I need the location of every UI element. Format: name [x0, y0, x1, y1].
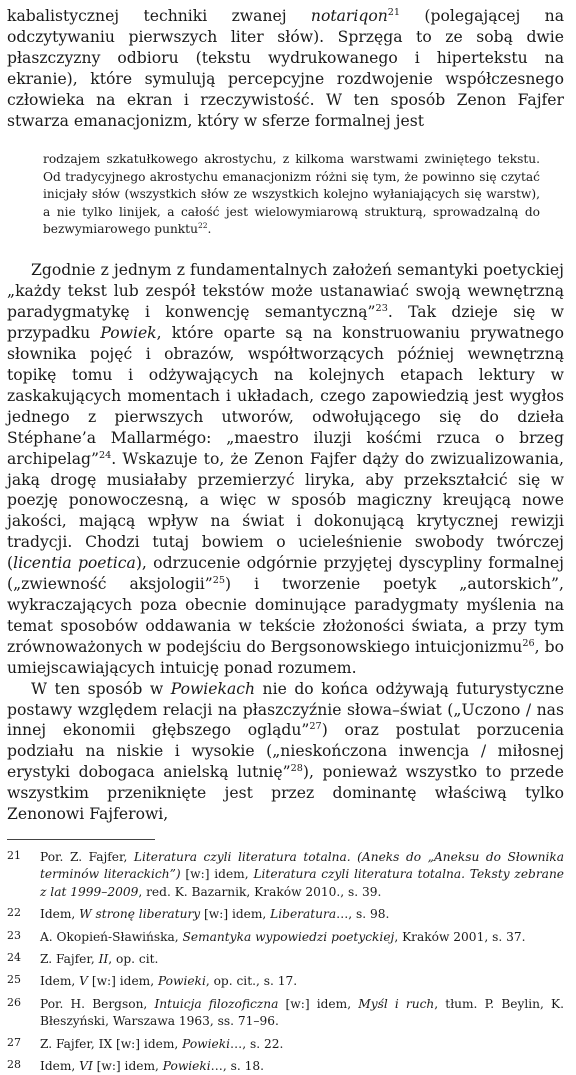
text-run: …, s. 18.: [210, 1059, 264, 1073]
italic-term: notariqon: [310, 7, 388, 25]
italic-title: Semantyka wypowiedzi poetyckiej: [182, 929, 395, 944]
footnote-24: [7, 951, 564, 968]
italic-title: Literatura czyli literatura totalna. Teksty zebrane z lat 1999–2009: [40, 867, 565, 899]
footnote-text: [40, 1036, 564, 1053]
italic-title: Powieki: [182, 1036, 231, 1051]
footnote-number: 23: [7, 928, 21, 942]
footnote-ref-27[interactable]: 27: [309, 721, 322, 733]
text-run: [w:] idem,: [278, 996, 359, 1011]
italic-title: II: [98, 951, 109, 966]
footnote-text: [40, 973, 564, 990]
text-run: Por. H. Bergson,: [40, 996, 155, 1011]
text-run: W ten sposób w: [31, 679, 171, 698]
text-run: [w:] idem,: [87, 974, 158, 989]
text-run: (polegającej na odczytywaniu pierwszych liter słów). Sprzęga to ze sobą dwie płaszczyzny odbioru (tekstu wydrukowanego i hipertekstu na ekranie), które symulują percepcyjne rozdwojenie współczesnego człowieka na ekran i rzeczywistość. W ten sposób Zenon Fajfer stwarza emanacjonizm, który w sferze formalnej jest: [7, 7, 564, 130]
italic-title: Powieki: [162, 1059, 211, 1073]
paragraph-2: [7, 679, 564, 825]
footnote-ref-21[interactable]: 21: [387, 6, 401, 18]
footnote-separator: [7, 839, 155, 840]
footnote-26: [7, 996, 564, 1031]
italic-title: VI: [79, 1059, 93, 1073]
text-run: , red. K. Bazarnik, Kraków 2010., s. 39.: [138, 884, 382, 899]
italic-title: Intuicja filozoficzna: [154, 996, 279, 1011]
quote-text: rodzajem szkatułkowego akrostychu, z kilkoma warstwami zwiniętego tekstu. Od tradycyjnego akrostychu emanacjonizm różni się tym, że powinno się czytać inicjały słów (wszystkich słów ze wszystkich kolejno wyłaniających się warstw), a nie tylko linijek, a całość jest wielowymiarową strukturą, sprowadzalną do bezwymiarowego punktu: [43, 152, 540, 237]
italic-title: Powiekach: [170, 679, 256, 698]
italic-title: Myśl i ruch: [358, 996, 435, 1011]
text-run: A. Okopień-Sławińska,: [40, 929, 183, 944]
footnote-number: 22: [7, 906, 21, 920]
footnote-text: [40, 906, 564, 923]
footnote-text: [40, 1058, 564, 1075]
text-run: ), odrzucenie odgórnie przyjętej dyscypliny formalnej („zwiewność aksjologii”: [7, 554, 564, 594]
text-run: Idem,: [40, 907, 80, 922]
footnote-22: [7, 906, 564, 923]
block-quote: [43, 151, 540, 238]
text-run: [w:] idem,: [180, 867, 254, 882]
text-run: Por. Z. Fajfer,: [40, 849, 134, 864]
footnote-28: [7, 1058, 564, 1075]
footnote-text: [40, 929, 564, 946]
text-run: . Wskazuje to, że Zenon Fajfer dąży do zwizualizowania, jaką drogę musiałaby przemierzyć liryka, aby przekształcić się w poezję ponowoczesną, a więc w sposób magiczny kreującą nowe jakości, mającą wpływ na świat i dokonującą krytycznej rewizji tradycji. Chodzi tutaj bowiem o ucieleśnienie swobody twórczej (: [7, 449, 564, 573]
text-run: . Tak dzieje się w przypadku: [7, 303, 564, 343]
paragraph-1: [7, 260, 564, 678]
text-run: , bo umiejscawiających intuicję ponad rozumem.: [7, 637, 564, 677]
italic-title: W stronę liberatury: [79, 907, 201, 922]
italic-title: Powieki: [157, 974, 206, 989]
text-run: ) oraz postulat porzucenia podziału na niskie i wysokie („nieskończona inwencja / miłosnej erystyki dobogaca anielską lutnię”: [7, 721, 565, 782]
footnote-21: [7, 849, 564, 901]
top-paragraph: [7, 6, 564, 131]
text-run: , Kraków 2001, s. 37.: [394, 929, 526, 944]
text-run: Zgodnie z jednym z fundamentalnych założeń semantyki poetyckiej „każdy tekst lub zespół tekstów może ustanawiać swoją wewnętrzną paradygmatykę i konwencję semantyczną”: [7, 261, 564, 322]
footnote-number: 28: [7, 1058, 21, 1071]
text-run: …, s. 22.: [230, 1036, 284, 1051]
text-run: …, s. 98.: [336, 907, 390, 922]
text-run: ) i tworzenie poetyk „autorskich”, wykraczających poza obecnie dominujące paradygmaty myślenia na temat sposobów oddawania w tekście złożoności świata, a przy tym zrównoważonych w podejściu do Bergsonowskiego intuicjonizmu: [7, 575, 564, 656]
text-run: , op. cit., s. 17.: [205, 974, 298, 989]
text-run: .: [207, 222, 212, 237]
italic-title: V: [79, 974, 88, 989]
footnote-27: [7, 1036, 564, 1053]
italic-title: Liberatura: [270, 907, 337, 922]
text-run: , tłum. P. Beylin, K. Błeszyński, Warszawa 1963, ss. 71–96.: [40, 996, 565, 1029]
italic-term: licentia poetica: [13, 554, 136, 573]
text-run: , op. cit.: [108, 951, 159, 966]
text-run: Z. Fajfer,: [40, 951, 99, 966]
text-run: Z. Fajfer, IX [w:] idem,: [40, 1036, 183, 1051]
footnote-number: 27: [7, 1035, 21, 1049]
text-run: Idem,: [40, 974, 80, 989]
footnote-25: [7, 973, 564, 990]
footnote-ref-23[interactable]: 23: [375, 303, 388, 315]
text-run: kabalistycznej techniki zwanej: [7, 7, 311, 25]
footnote-number: 21: [7, 848, 21, 862]
footnote-number: 24: [7, 950, 21, 964]
text-run: , które oparte są na konstruowaniu prywatnego słownika pojęć i obrazów, współtworzących później wewnętrzną topikę tomu i odżywających na kolejnych etapach lektury w zaskakujących momentach i układach, czego zapowiedzią jest wygłos jednego z pierwszych utworów, odwołującego się do dzieła Stéphane’a Mallarmégo: „maestro iluzji kośćmi rzuca o brzeg archipelag”: [7, 324, 565, 468]
footnotes: [7, 849, 564, 1075]
footnote-ref-24[interactable]: 24: [98, 449, 112, 461]
footnote-number: 26: [7, 995, 21, 1009]
text-run: [w:] idem,: [200, 907, 271, 922]
footnote-ref-22[interactable]: 22: [197, 221, 208, 230]
footnote-text: [40, 996, 564, 1031]
footnote-text: [40, 951, 564, 968]
text-run: [w:] idem,: [92, 1059, 163, 1073]
footnote-number: 25: [7, 973, 21, 987]
footnote-ref-26[interactable]: 26: [522, 637, 535, 649]
italic-title: Powiek: [100, 324, 157, 343]
italic-title: Literatura czyli literatura totalna. (Aneks do „Aneksu do Słownika terminów literackich”): [40, 849, 564, 882]
footnote-23: [7, 929, 564, 946]
footnote-ref-25[interactable]: 25: [212, 574, 226, 586]
text-run: ), ponieważ wszystko to przede wszystkim przeniknięte jest przez dominantę właściwą tylko Zenonowi Fajferowi,: [7, 763, 564, 824]
footnote-text: [40, 849, 564, 901]
footnote-ref-28[interactable]: 28: [290, 763, 303, 775]
text-run: Idem,: [40, 1059, 80, 1073]
text-run: nie do końca odżywają futurystyczne postawy względem relacji na płaszczyźnie słowa–świat („Uczono / nas innej ekonomii głębszego oglądu”: [7, 679, 564, 740]
